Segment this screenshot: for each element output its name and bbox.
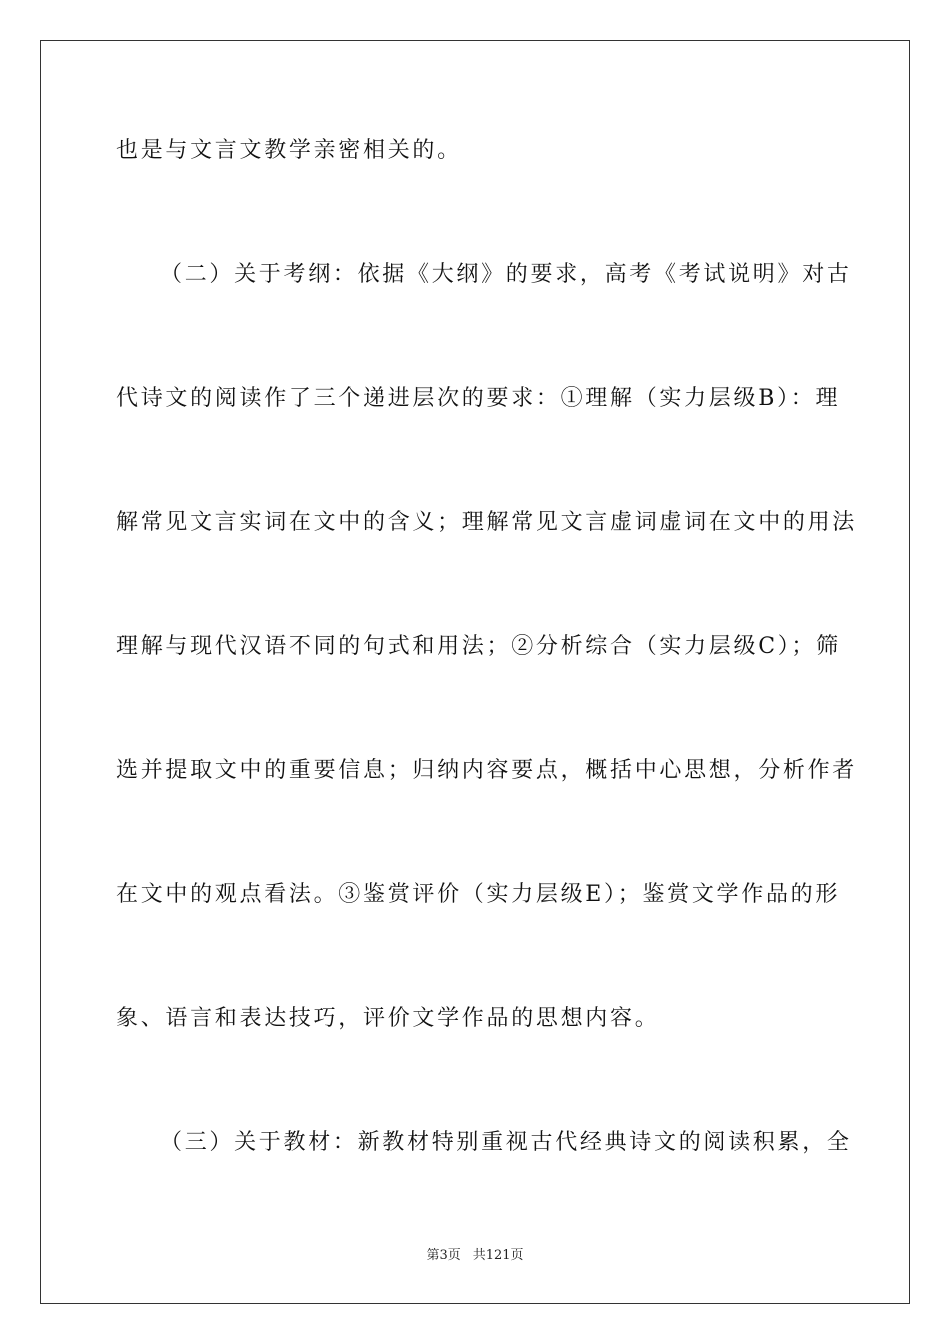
page-number: 第3页 — [426, 1248, 461, 1263]
text-line: （二）关于考纲：依据《大纲》的要求，高考《考试说明》对古 — [160, 262, 852, 287]
page-footer — [0, 1247, 950, 1265]
text-line: 象、语言和表达技巧，评价文学作品的思想内容。 — [116, 1006, 660, 1031]
text-line: 解常见文言实词在文中的含义；理解常见文言虚词虚词在文中的用法 — [116, 510, 858, 535]
text-line: 代诗文的阅读作了三个递进层次的要求：①理解（实力层级B）：理 — [116, 386, 841, 411]
page-border — [40, 40, 910, 1304]
text-line: 理解与现代汉语不同的句式和用法；②分析综合（实力层级C）；筛 — [116, 634, 841, 659]
text-line: 也是与文言文教学亲密相关的。 — [116, 138, 462, 163]
text-line: （三）关于教材：新教材特别重视古代经典诗文的阅读积累，全 — [160, 1130, 852, 1155]
text-line: 在文中的观点看法。③鉴赏评价（实力层级E）；鉴赏文学作品的形 — [116, 882, 841, 907]
text-line: 选并提取文中的重要信息；归纳内容要点，概括中心思想，分析作者 — [116, 758, 858, 783]
page-total: 共121页 — [472, 1248, 524, 1263]
